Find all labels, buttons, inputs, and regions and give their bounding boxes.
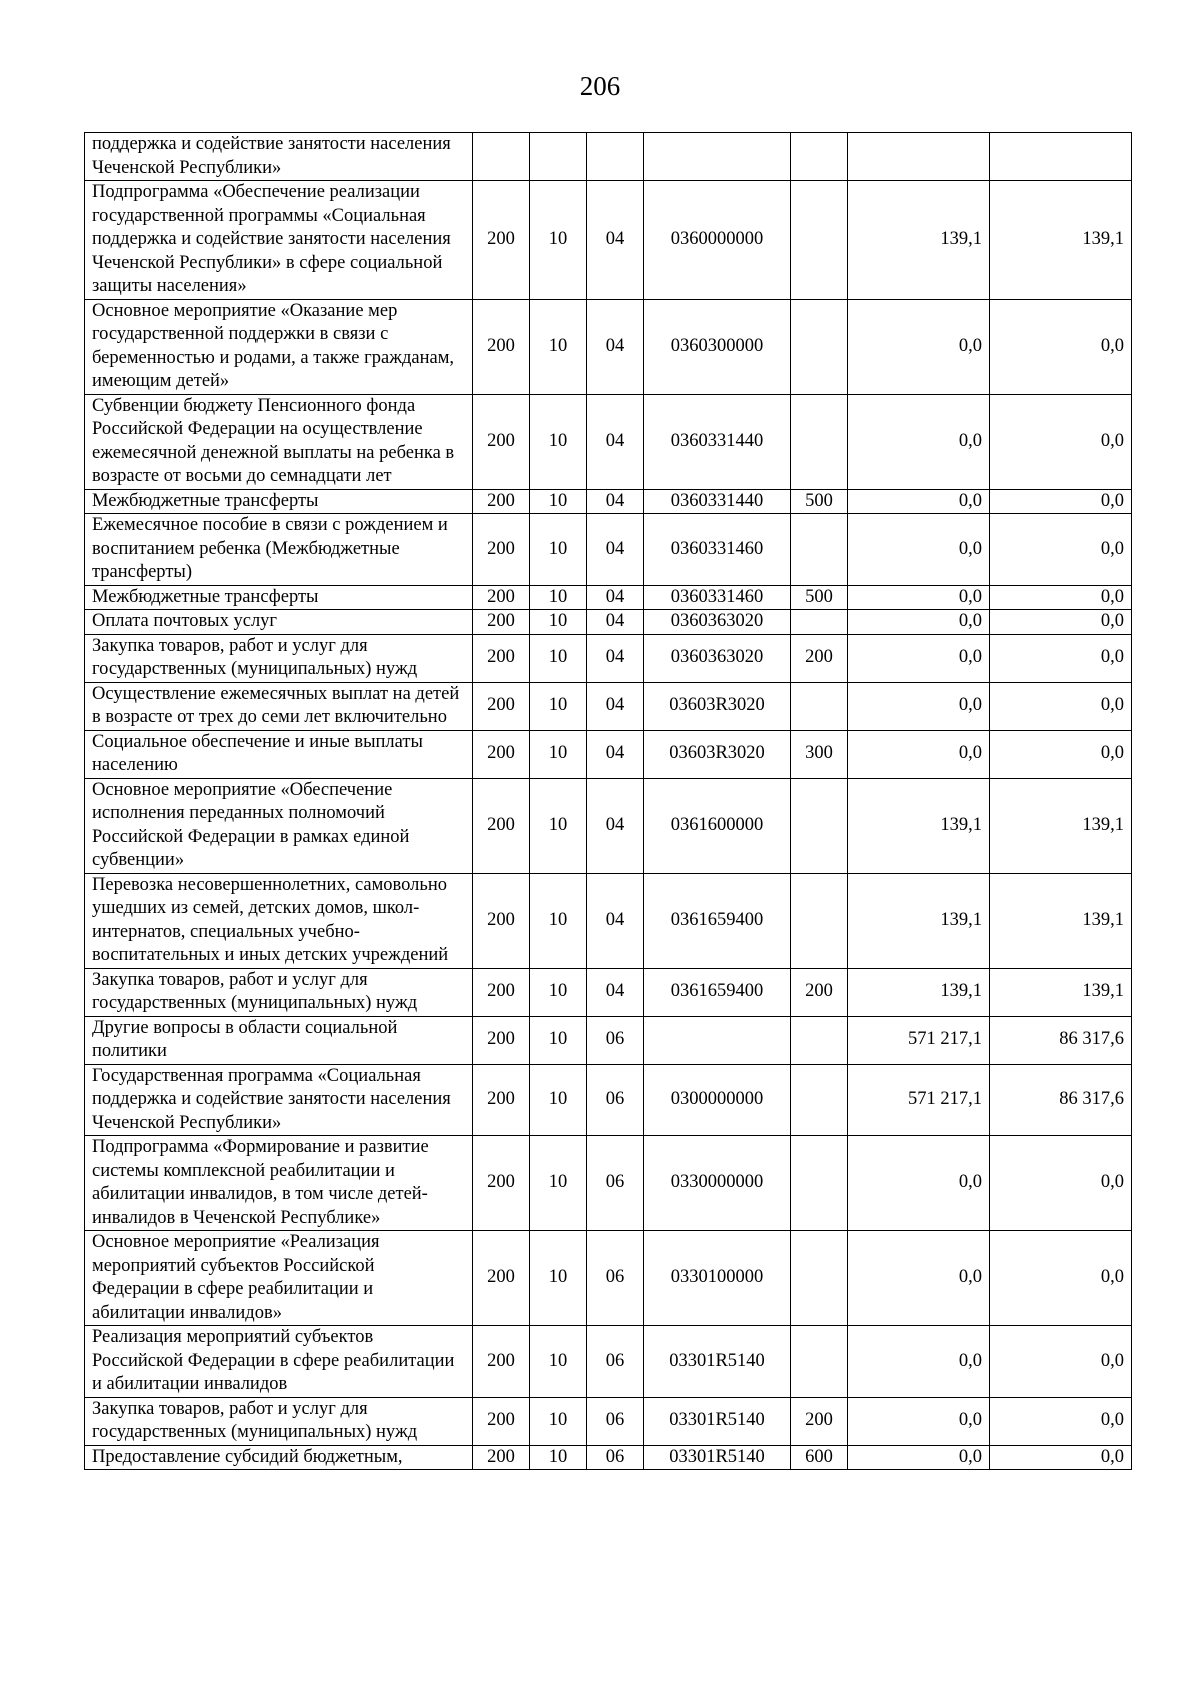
- expense-type-cell: 600: [791, 1445, 848, 1470]
- expense-type-cell: [791, 394, 848, 489]
- amount-year-2-cell: [990, 133, 1132, 181]
- expense-type-cell: [791, 1136, 848, 1231]
- section-code-cell: 10: [530, 394, 587, 489]
- table-row: [85, 489, 1132, 514]
- subsection-code-cell: 04: [587, 394, 644, 489]
- target-article-cell: 0360000000: [644, 181, 791, 300]
- expense-type-cell: [791, 133, 848, 181]
- expense-type-cell: [791, 778, 848, 873]
- amount-year-1-cell: 0,0: [848, 585, 990, 610]
- subsection-code-cell: 04: [587, 610, 644, 635]
- expense-type-cell: [791, 1016, 848, 1064]
- admin-code-cell: 200: [473, 585, 530, 610]
- table-row: [85, 1136, 1132, 1231]
- section-code-cell: 10: [530, 1397, 587, 1445]
- section-code-cell: [530, 133, 587, 181]
- subsection-code-cell: 04: [587, 682, 644, 730]
- target-article-cell: 0360363020: [644, 610, 791, 635]
- row-name-cell: Оплата почтовых услуг: [85, 610, 473, 635]
- table-row: [85, 1445, 1132, 1470]
- section-code-cell: 10: [530, 730, 587, 778]
- section-code-cell: 10: [530, 968, 587, 1016]
- amount-year-2-cell: 139,1: [990, 778, 1132, 873]
- budget-table: [84, 132, 1132, 1470]
- amount-year-2-cell: 139,1: [990, 181, 1132, 300]
- subsection-code-cell: 04: [587, 585, 644, 610]
- target-article-cell: 03301R5140: [644, 1326, 791, 1398]
- amount-year-1-cell: 139,1: [848, 778, 990, 873]
- section-code-cell: 10: [530, 610, 587, 635]
- admin-code-cell: 200: [473, 1326, 530, 1398]
- table-row: [85, 1397, 1132, 1445]
- expense-type-cell: 200: [791, 1397, 848, 1445]
- subsection-code-cell: 06: [587, 1445, 644, 1470]
- section-code-cell: 10: [530, 585, 587, 610]
- subsection-code-cell: 04: [587, 730, 644, 778]
- section-code-cell: 10: [530, 682, 587, 730]
- amount-year-1-cell: 0,0: [848, 634, 990, 682]
- amount-year-2-cell: 0,0: [990, 299, 1132, 394]
- subsection-code-cell: 06: [587, 1231, 644, 1326]
- target-article-cell: 0360363020: [644, 634, 791, 682]
- row-name-cell: Закупка товаров, работ и услуг для государственных (муниципальных) нужд: [85, 968, 473, 1016]
- table-row: [85, 514, 1132, 586]
- row-name-cell: Ежемесячное пособие в связи с рождением и воспитанием ребенка (Межбюджетные трансферты): [85, 514, 473, 586]
- amount-year-2-cell: 0,0: [990, 1445, 1132, 1470]
- amount-year-1-cell: 0,0: [848, 682, 990, 730]
- admin-code-cell: 200: [473, 634, 530, 682]
- amount-year-2-cell: 0,0: [990, 730, 1132, 778]
- subsection-code-cell: 04: [587, 634, 644, 682]
- target-article-cell: 03301R5140: [644, 1397, 791, 1445]
- row-name-cell: Подпрограмма «Обеспечение реализации государственной программы «Социальная поддержка и содействие занятости населения Чеченской Республики» в сфере социальной защиты населения»: [85, 181, 473, 300]
- subsection-code-cell: 04: [587, 299, 644, 394]
- table-row: [85, 968, 1132, 1016]
- amount-year-1-cell: 0,0: [848, 1231, 990, 1326]
- admin-code-cell: 200: [473, 181, 530, 300]
- expense-type-cell: [791, 610, 848, 635]
- amount-year-1-cell: 0,0: [848, 489, 990, 514]
- amount-year-1-cell: 571 217,1: [848, 1064, 990, 1136]
- table-row: [85, 634, 1132, 682]
- expense-type-cell: [791, 514, 848, 586]
- amount-year-2-cell: 0,0: [990, 514, 1132, 586]
- expense-type-cell: 300: [791, 730, 848, 778]
- amount-year-2-cell: 0,0: [990, 610, 1132, 635]
- row-name-cell: Осуществление ежемесячных выплат на детей в возрасте от трех до семи лет включительно: [85, 682, 473, 730]
- table-row: [85, 181, 1132, 300]
- expense-type-cell: 200: [791, 634, 848, 682]
- section-code-cell: 10: [530, 299, 587, 394]
- amount-year-2-cell: 0,0: [990, 585, 1132, 610]
- table-row: [85, 1326, 1132, 1398]
- amount-year-1-cell: 0,0: [848, 1397, 990, 1445]
- table-row: [85, 394, 1132, 489]
- target-article-cell: 0360331440: [644, 489, 791, 514]
- row-name-cell: Межбюджетные трансферты: [85, 585, 473, 610]
- section-code-cell: 10: [530, 1445, 587, 1470]
- expense-type-cell: 500: [791, 489, 848, 514]
- table-row: [85, 778, 1132, 873]
- subsection-code-cell: [587, 133, 644, 181]
- target-article-cell: 03301R5140: [644, 1445, 791, 1470]
- amount-year-1-cell: 0,0: [848, 610, 990, 635]
- amount-year-2-cell: 0,0: [990, 1326, 1132, 1398]
- section-code-cell: 10: [530, 489, 587, 514]
- subsection-code-cell: 04: [587, 778, 644, 873]
- admin-code-cell: 200: [473, 1016, 530, 1064]
- admin-code-cell: 200: [473, 1397, 530, 1445]
- admin-code-cell: 200: [473, 514, 530, 586]
- expense-type-cell: [791, 299, 848, 394]
- admin-code-cell: 200: [473, 610, 530, 635]
- admin-code-cell: 200: [473, 489, 530, 514]
- amount-year-1-cell: 0,0: [848, 299, 990, 394]
- amount-year-1-cell: 139,1: [848, 181, 990, 300]
- target-article-cell: 0330100000: [644, 1231, 791, 1326]
- table-row: [85, 610, 1132, 635]
- target-article-cell: 03603R3020: [644, 730, 791, 778]
- amount-year-2-cell: 0,0: [990, 394, 1132, 489]
- expense-type-cell: 200: [791, 968, 848, 1016]
- row-name-cell: Субвенции бюджету Пенсионного фонда Российской Федерации на осуществление ежемесячной денежной выплаты на ребенка в возрасте от восьми до семнадцати лет: [85, 394, 473, 489]
- amount-year-1-cell: 0,0: [848, 514, 990, 586]
- row-name-cell: Межбюджетные трансферты: [85, 489, 473, 514]
- page-number: 206: [579, 71, 621, 101]
- admin-code-cell: 200: [473, 1064, 530, 1136]
- subsection-code-cell: 06: [587, 1397, 644, 1445]
- amount-year-2-cell: 0,0: [990, 634, 1132, 682]
- table-body: [85, 133, 1132, 1470]
- amount-year-1-cell: 139,1: [848, 968, 990, 1016]
- row-name-cell: Закупка товаров, работ и услуг для государственных (муниципальных) нужд: [85, 1397, 473, 1445]
- table-row: [85, 133, 1132, 181]
- row-name-cell: поддержка и содействие занятости населения Чеченской Республики»: [85, 133, 473, 181]
- expense-type-cell: [791, 1064, 848, 1136]
- admin-code-cell: 200: [473, 682, 530, 730]
- admin-code-cell: 200: [473, 1445, 530, 1470]
- table-row: [85, 299, 1132, 394]
- expense-type-cell: [791, 873, 848, 968]
- section-code-cell: 10: [530, 634, 587, 682]
- amount-year-1-cell: 0,0: [848, 1136, 990, 1231]
- row-name-cell: Закупка товаров, работ и услуг для государственных (муниципальных) нужд: [85, 634, 473, 682]
- target-article-cell: 0360331460: [644, 585, 791, 610]
- admin-code-cell: [473, 133, 530, 181]
- amount-year-2-cell: 0,0: [990, 1136, 1132, 1231]
- admin-code-cell: 200: [473, 968, 530, 1016]
- amount-year-2-cell: 86 317,6: [990, 1016, 1132, 1064]
- amount-year-1-cell: 0,0: [848, 1326, 990, 1398]
- target-article-cell: [644, 1016, 791, 1064]
- section-code-cell: 10: [530, 778, 587, 873]
- section-code-cell: 10: [530, 1016, 587, 1064]
- row-name-cell: Государственная программа «Социальная поддержка и содействие занятости населения Чеченской Республики»: [85, 1064, 473, 1136]
- table-row: [85, 682, 1132, 730]
- table-row: [85, 873, 1132, 968]
- admin-code-cell: 200: [473, 730, 530, 778]
- admin-code-cell: 200: [473, 394, 530, 489]
- amount-year-2-cell: 0,0: [990, 1397, 1132, 1445]
- section-code-cell: 10: [530, 1136, 587, 1231]
- row-name-cell: Предоставление субсидий бюджетным,: [85, 1445, 473, 1470]
- row-name-cell: Социальное обеспечение и иные выплаты населению: [85, 730, 473, 778]
- table-row: [85, 1231, 1132, 1326]
- amount-year-1-cell: [848, 133, 990, 181]
- target-article-cell: 0360331440: [644, 394, 791, 489]
- row-name-cell: Реализация мероприятий субъектов Российской Федерации в сфере реабилитации и абилитации инвалидов: [85, 1326, 473, 1398]
- amount-year-1-cell: 139,1: [848, 873, 990, 968]
- subsection-code-cell: 04: [587, 514, 644, 586]
- table-row: [85, 1016, 1132, 1064]
- amount-year-1-cell: 0,0: [848, 394, 990, 489]
- section-code-cell: 10: [530, 181, 587, 300]
- expense-type-cell: [791, 1326, 848, 1398]
- row-name-cell: Основное мероприятие «Обеспечение исполнения переданных полномочий Российской Федерации в рамках единой субвенции»: [85, 778, 473, 873]
- amount-year-1-cell: 0,0: [848, 1445, 990, 1470]
- amount-year-2-cell: 139,1: [990, 968, 1132, 1016]
- amount-year-1-cell: 0,0: [848, 730, 990, 778]
- expense-type-cell: [791, 682, 848, 730]
- section-code-cell: 10: [530, 873, 587, 968]
- admin-code-cell: 200: [473, 1231, 530, 1326]
- subsection-code-cell: 04: [587, 181, 644, 300]
- admin-code-cell: 200: [473, 873, 530, 968]
- target-article-cell: 0330000000: [644, 1136, 791, 1231]
- admin-code-cell: 200: [473, 299, 530, 394]
- subsection-code-cell: 06: [587, 1016, 644, 1064]
- expense-type-cell: [791, 181, 848, 300]
- row-name-cell: Основное мероприятие «Реализация мероприятий субъектов Российской Федерации в сфере реабилитации и абилитации инвалидов»: [85, 1231, 473, 1326]
- amount-year-1-cell: 571 217,1: [848, 1016, 990, 1064]
- amount-year-2-cell: 0,0: [990, 682, 1132, 730]
- section-code-cell: 10: [530, 514, 587, 586]
- row-name-cell: Другие вопросы в области социальной политики: [85, 1016, 473, 1064]
- section-code-cell: 10: [530, 1064, 587, 1136]
- target-article-cell: 0361659400: [644, 968, 791, 1016]
- subsection-code-cell: 06: [587, 1064, 644, 1136]
- row-name-cell: Основное мероприятие «Оказание мер государственной поддержки в связи с беременностью и родами, а также гражданам, имеющим детей»: [85, 299, 473, 394]
- subsection-code-cell: 06: [587, 1136, 644, 1231]
- subsection-code-cell: 04: [587, 968, 644, 1016]
- amount-year-2-cell: 86 317,6: [990, 1064, 1132, 1136]
- section-code-cell: 10: [530, 1231, 587, 1326]
- section-code-cell: 10: [530, 1326, 587, 1398]
- row-name-cell: Перевозка несовершеннолетних, самовольно ушедших из семей, детских домов, школ-интернатов, специальных учебно-воспитательных и иных детских учреждений: [85, 873, 473, 968]
- target-article-cell: 0300000000: [644, 1064, 791, 1136]
- target-article-cell: 0360300000: [644, 299, 791, 394]
- admin-code-cell: 200: [473, 1136, 530, 1231]
- target-article-cell: 03603R3020: [644, 682, 791, 730]
- subsection-code-cell: 04: [587, 489, 644, 514]
- amount-year-2-cell: 0,0: [990, 489, 1132, 514]
- admin-code-cell: 200: [473, 778, 530, 873]
- table-row: [85, 585, 1132, 610]
- expense-type-cell: [791, 1231, 848, 1326]
- target-article-cell: 0360331460: [644, 514, 791, 586]
- amount-year-2-cell: 0,0: [990, 1231, 1132, 1326]
- table-row: [85, 730, 1132, 778]
- target-article-cell: 0361600000: [644, 778, 791, 873]
- row-name-cell: Подпрограмма «Формирование и развитие системы комплексной реабилитации и абилитации инвалидов, в том числе детей-инвалидов в Чеченской Республике»: [85, 1136, 473, 1231]
- target-article-cell: 0361659400: [644, 873, 791, 968]
- target-article-cell: [644, 133, 791, 181]
- amount-year-2-cell: 139,1: [990, 873, 1132, 968]
- expense-type-cell: 500: [791, 585, 848, 610]
- subsection-code-cell: 06: [587, 1326, 644, 1398]
- table-row: [85, 1064, 1132, 1136]
- subsection-code-cell: 04: [587, 873, 644, 968]
